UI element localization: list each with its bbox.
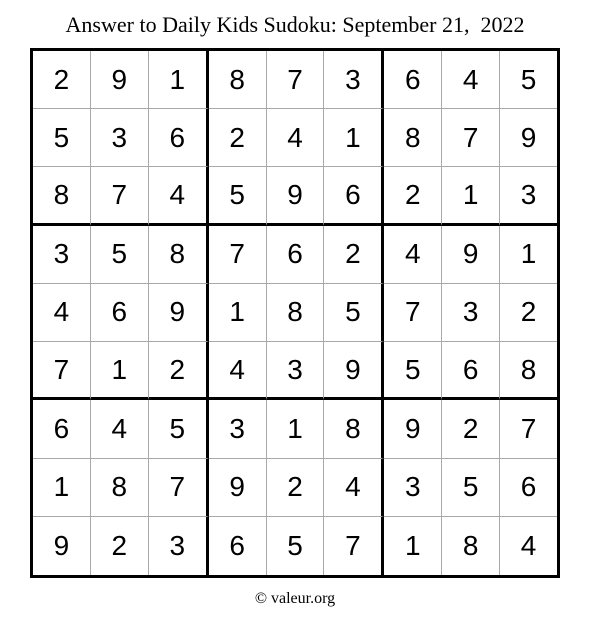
sudoku-cell: 8 [267,284,325,342]
sudoku-cell: 6 [209,517,267,575]
sudoku-cell: 2 [33,51,91,109]
sudoku-cell: 4 [267,109,325,167]
sudoku-cell: 7 [33,342,91,400]
sudoku-cell: 2 [324,226,384,284]
sudoku-cell: 3 [149,517,209,575]
puzzle-title: Answer to Daily Kids Sudoku: September 21, 2022 [65,12,525,37]
sudoku-cell: 1 [33,459,91,517]
sudoku-cell: 7 [91,167,149,225]
sudoku-row [33,51,557,109]
sudoku-cell: 9 [384,400,442,458]
sudoku-cell: 6 [500,459,557,517]
sudoku-cell: 6 [33,400,91,458]
sudoku-cell: 7 [209,226,267,284]
sudoku-cell: 8 [442,517,500,575]
sudoku-cell: 3 [384,459,442,517]
sudoku-row [33,400,557,458]
sudoku-cell: 2 [209,109,267,167]
sudoku-cell: 8 [33,167,91,225]
sudoku-cell: 7 [149,459,209,517]
sudoku-cell: 1 [442,167,500,225]
sudoku-row [33,226,557,284]
sudoku-cell: 4 [91,400,149,458]
sudoku-cell: 3 [33,226,91,284]
sudoku-board [30,48,560,578]
sudoku-cell: 9 [324,342,384,400]
sudoku-cell: 4 [384,226,442,284]
sudoku-cell: 5 [324,284,384,342]
sudoku-cell: 3 [91,109,149,167]
sudoku-row [33,284,557,342]
sudoku-cell: 9 [209,459,267,517]
sudoku-row [33,342,557,400]
sudoku-cell: 5 [500,51,557,109]
copyright-footer: © valeur.org [254,590,336,607]
sudoku-cell: 3 [267,342,325,400]
sudoku-cell: 9 [91,51,149,109]
sudoku-cell: 8 [384,109,442,167]
sudoku-cell: 3 [209,400,267,458]
sudoku-cell: 6 [91,284,149,342]
sudoku-cell: 5 [33,109,91,167]
sudoku-cell: 1 [91,342,149,400]
sudoku-cell: 7 [384,284,442,342]
sudoku-cell: 4 [33,284,91,342]
sudoku-cell: 6 [384,51,442,109]
sudoku-cell: 4 [324,459,384,517]
sudoku-cell: 9 [442,226,500,284]
sudoku-cell: 4 [442,51,500,109]
sudoku-row [33,517,557,575]
sudoku-cell: 5 [209,167,267,225]
sudoku-cell: 2 [384,167,442,225]
sudoku-cell: 8 [209,51,267,109]
sudoku-cell: 6 [324,167,384,225]
sudoku-row [33,109,557,167]
sudoku-cell: 4 [520,529,537,561]
sudoku-cell: 7 [267,51,325,109]
sudoku-cell: 9 [267,167,325,225]
sudoku-cell: 2 [442,400,500,458]
sudoku-cell: 9 [149,284,209,342]
sudoku-cell: 1 [209,284,267,342]
sudoku-cell: 1 [500,226,557,284]
sudoku-cell: 6 [149,109,209,167]
sudoku-cell: 5 [149,400,209,458]
sudoku-cell: 2 [267,459,325,517]
sudoku-cell: 7 [442,109,500,167]
sudoku-cell: 3 [442,284,500,342]
sudoku-cell: 5 [442,459,500,517]
sudoku-cell: 2 [91,517,149,575]
sudoku-cell: 6 [267,226,325,284]
sudoku-cell: 5 [384,342,442,400]
sudoku-cell: 2 [500,284,557,342]
sudoku-cell: 3 [324,51,384,109]
sudoku-cell: 4 [209,342,267,400]
sudoku-cell: 4 [149,167,209,225]
sudoku-cell: 9 [500,109,557,167]
sudoku-cell: 5 [267,517,325,575]
sudoku-cell: 7 [324,517,384,575]
sudoku-cell: 1 [324,109,384,167]
sudoku-cell: 6 [442,342,500,400]
sudoku-cell: 7 [500,400,557,458]
sudoku-cell: 1 [384,517,442,575]
sudoku-cell: 8 [500,342,557,400]
sudoku-cell: 8 [324,400,384,458]
sudoku-cell: 5 [91,226,149,284]
sudoku-cell: 8 [149,226,209,284]
sudoku-row [33,459,557,517]
sudoku-cell: 1 [149,51,209,109]
sudoku-row [33,167,557,225]
sudoku-cell: 1 [267,400,325,458]
sudoku-cell: 2 [149,342,209,400]
sudoku-cell: 3 [500,167,557,225]
sudoku-cell: 9 [33,517,91,575]
sudoku-cell: 8 [91,459,149,517]
